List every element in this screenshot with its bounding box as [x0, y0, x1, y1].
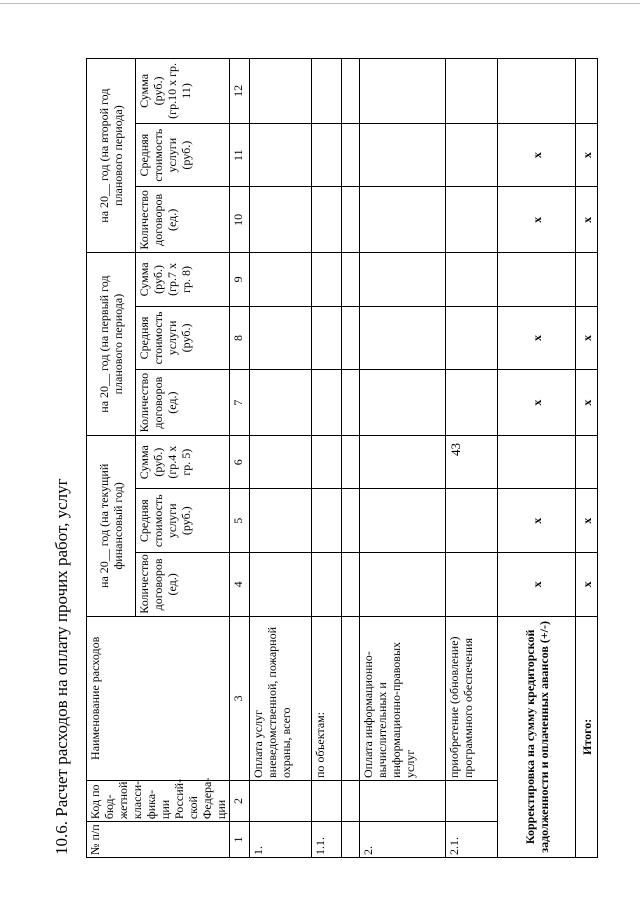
x-mark: x — [576, 553, 598, 617]
header-sum: Сумма (руб.) (гр.7 x гр. 8) — [136, 253, 230, 306]
header-avg: Средняя стоимость услуги (руб.) — [136, 123, 230, 187]
x-mark: x — [498, 370, 576, 436]
x-mark: x — [576, 489, 598, 553]
x-mark: x — [498, 306, 576, 370]
col-number: 2 — [230, 781, 250, 822]
row-name: Оплата информационно-вычислительных и информационно-правовых услуг — [360, 616, 446, 780]
row-name: приобретение (обновление) программного обеспечения — [446, 616, 498, 780]
x-mark: x — [576, 187, 598, 253]
x-mark: x — [576, 123, 598, 187]
header-qty: Количество договоров (ед.) — [136, 553, 230, 617]
header-period-first: на 20__ год (на первый год планового периода) — [87, 253, 136, 436]
row-number — [342, 822, 360, 858]
row-code — [446, 781, 498, 822]
col-number: 10 — [230, 187, 250, 253]
x-mark: x — [498, 187, 576, 253]
col-number: 6 — [230, 436, 250, 489]
col-number: 5 — [230, 489, 250, 553]
header-sum: Сумма (руб.) (гр.10 x гр. 11) — [136, 59, 230, 124]
x-mark: x — [498, 553, 576, 617]
row-name — [342, 616, 360, 780]
correction-label: Корректировка на сумму кредиторской задолженности и оплаченных авансов (+/-) — [498, 616, 576, 857]
col-number: 8 — [230, 306, 250, 370]
col-number: 12 — [230, 59, 250, 124]
col-number: 4 — [230, 553, 250, 617]
header-code: Код по бюд-жетной класси-фика-ции Россий-ской Федера-ции — [87, 781, 230, 822]
row-code — [312, 781, 342, 822]
col-number: 11 — [230, 123, 250, 187]
table-row — [360, 59, 446, 858]
table-row — [446, 59, 498, 858]
row-name: Оплата услуг вневедомственной, пожарной охраны, всего — [250, 616, 312, 780]
col-number: 3 — [230, 616, 250, 780]
col-number: 9 — [230, 253, 250, 306]
header-num: № п/п — [87, 822, 230, 858]
row-number: 2. — [360, 822, 446, 858]
table-row — [312, 59, 342, 858]
row-number: 1. — [250, 822, 312, 858]
total-label: Итого: — [576, 616, 598, 857]
row-code — [250, 781, 312, 822]
header-qty: Количество договоров (ед.) — [136, 370, 230, 436]
row-name: по объектам: — [312, 616, 342, 780]
column-numbers-row — [230, 59, 250, 858]
x-mark: x — [576, 306, 598, 370]
x-mark: x — [576, 370, 598, 436]
col-number: 7 — [230, 370, 250, 436]
table-row — [250, 59, 312, 858]
expense-table — [86, 58, 598, 858]
header-avg: Средняя стоимость услуги (руб.) — [136, 306, 230, 370]
header-qty: Количество договоров (ед.) — [136, 187, 230, 253]
x-mark: x — [498, 123, 576, 187]
row-number: 2.1. — [446, 822, 498, 858]
row-code — [342, 781, 360, 822]
correction-row — [498, 59, 576, 858]
header-period-current: на 20__ год (на текущий финансовый год) — [87, 436, 136, 617]
section-title: 10.6. Расчет расходов на оплату прочих работ, услуг — [52, 478, 71, 855]
row-number: 1.1. — [312, 822, 342, 858]
header-sum: Сумма (руб.) (гр.4 x гр. 5) — [136, 436, 230, 489]
col-number: 1 — [230, 822, 250, 858]
x-mark: x — [498, 489, 576, 553]
page-number: 43 — [448, 443, 463, 456]
header-name: Наименование расходов — [87, 616, 230, 780]
header-row-1 — [87, 59, 136, 858]
table-row — [342, 59, 360, 858]
row-code — [360, 781, 446, 822]
header-period-second: на 20__ год (на второй год планового периода) — [87, 59, 136, 253]
header-avg: Средняя стоимость услуги (руб.) — [136, 489, 230, 553]
total-row — [576, 59, 598, 858]
